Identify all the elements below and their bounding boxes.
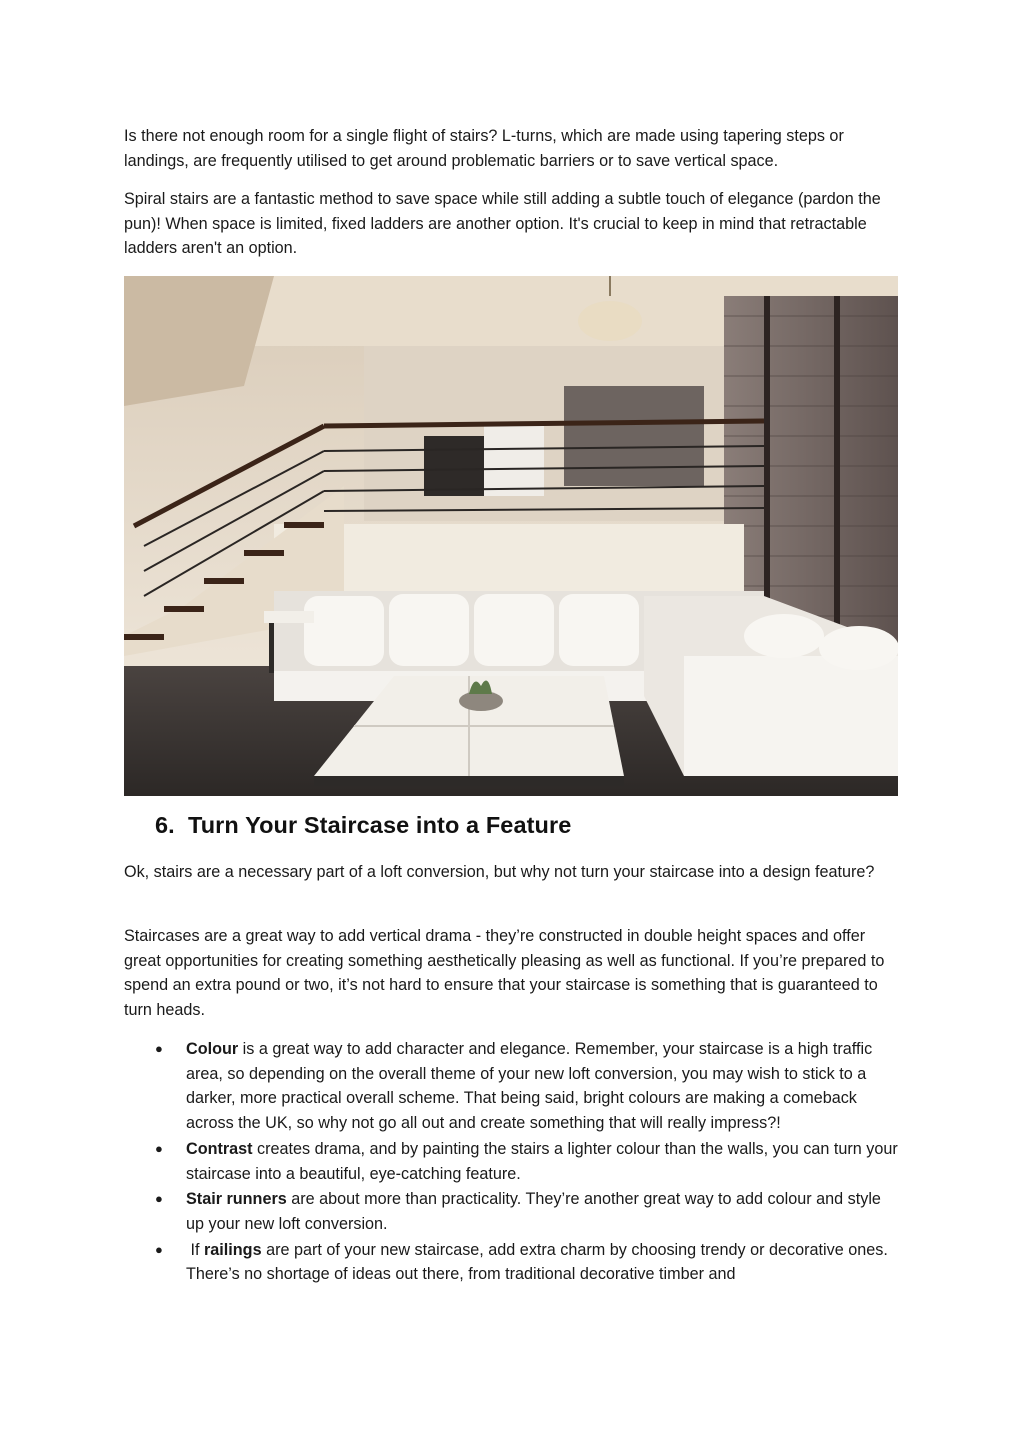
list-item-keyword: Stair runners [186,1190,287,1209]
list-item [155,1037,902,1136]
list-item [155,1187,902,1236]
list-item [155,1238,902,1287]
list-item-text: is a great way to add character and elegance. Remember, your staircase is a high traffic area, so depending on the overall theme of your new loft conversion, you may wish to stick to a darker, more practical overall scheme. That being said, bright colours are making a comeback across the UK, so why not go all out and create something that will really impress?! [186,1040,873,1133]
list-item-text: are part of your new staircase, add extra charm by choosing trendy or decorative ones. There’s no shortage of ideas out there, from traditional decorative timber and [186,1240,888,1284]
intro-paragraph-1: Is there not enough room for a single flight of stairs? L-turns, which are made using tapering steps or landings, are frequently utilised to get around problematic barriers or to save vertical space. [124,127,844,170]
list-item-prefix: If [186,1240,204,1259]
list-item [155,1137,902,1186]
list-item-text: are about more than practicality. They’re another great way to add colour and style up your new loft conversion. [186,1190,881,1233]
living-room-staircase-photo [124,276,898,796]
list-item-text: creates drama, and by painting the stairs a lighter colour than the walls, you can turn your staircase into a beautiful, eye-catching feature. [186,1139,898,1183]
bullet-icon: ● [155,1041,163,1056]
section-paragraph-1: Ok, stairs are a necessary part of a loft conversion, but why not turn your staircase into a design feature? [124,863,875,881]
section-heading [155,812,571,839]
list-item-keyword: railings [204,1240,262,1259]
tips-list [155,1037,902,1288]
bullet-icon: ● [155,1191,163,1207]
intro-paragraph-2: Spiral stairs are a fantastic method to save space while still adding a subtle touch of elegance (pardon the pun)! When space is limited, fixed ladders are another option. It's crucial to keep in mind that retractable ladders aren't an option. [124,190,881,257]
bullet-icon: ● [155,1241,163,1257]
section-number: 6. [155,812,175,838]
list-item-keyword: Colour [186,1040,239,1058]
bullet-icon: ● [155,1140,163,1156]
section-paragraph-2: Staircases are a great way to add vertical drama - they’re constructed in double height spaces and offer great opportunities for creating something aesthetically pleasing as well as functional. If you’re prepared to spend an extra pound or two, it’s not hard to ensure that your staircase is something that is guaranteed to turn heads. [124,927,885,1019]
section-title: Turn Your Staircase into a Feature [188,812,572,838]
list-item-keyword: Contrast [186,1139,253,1158]
